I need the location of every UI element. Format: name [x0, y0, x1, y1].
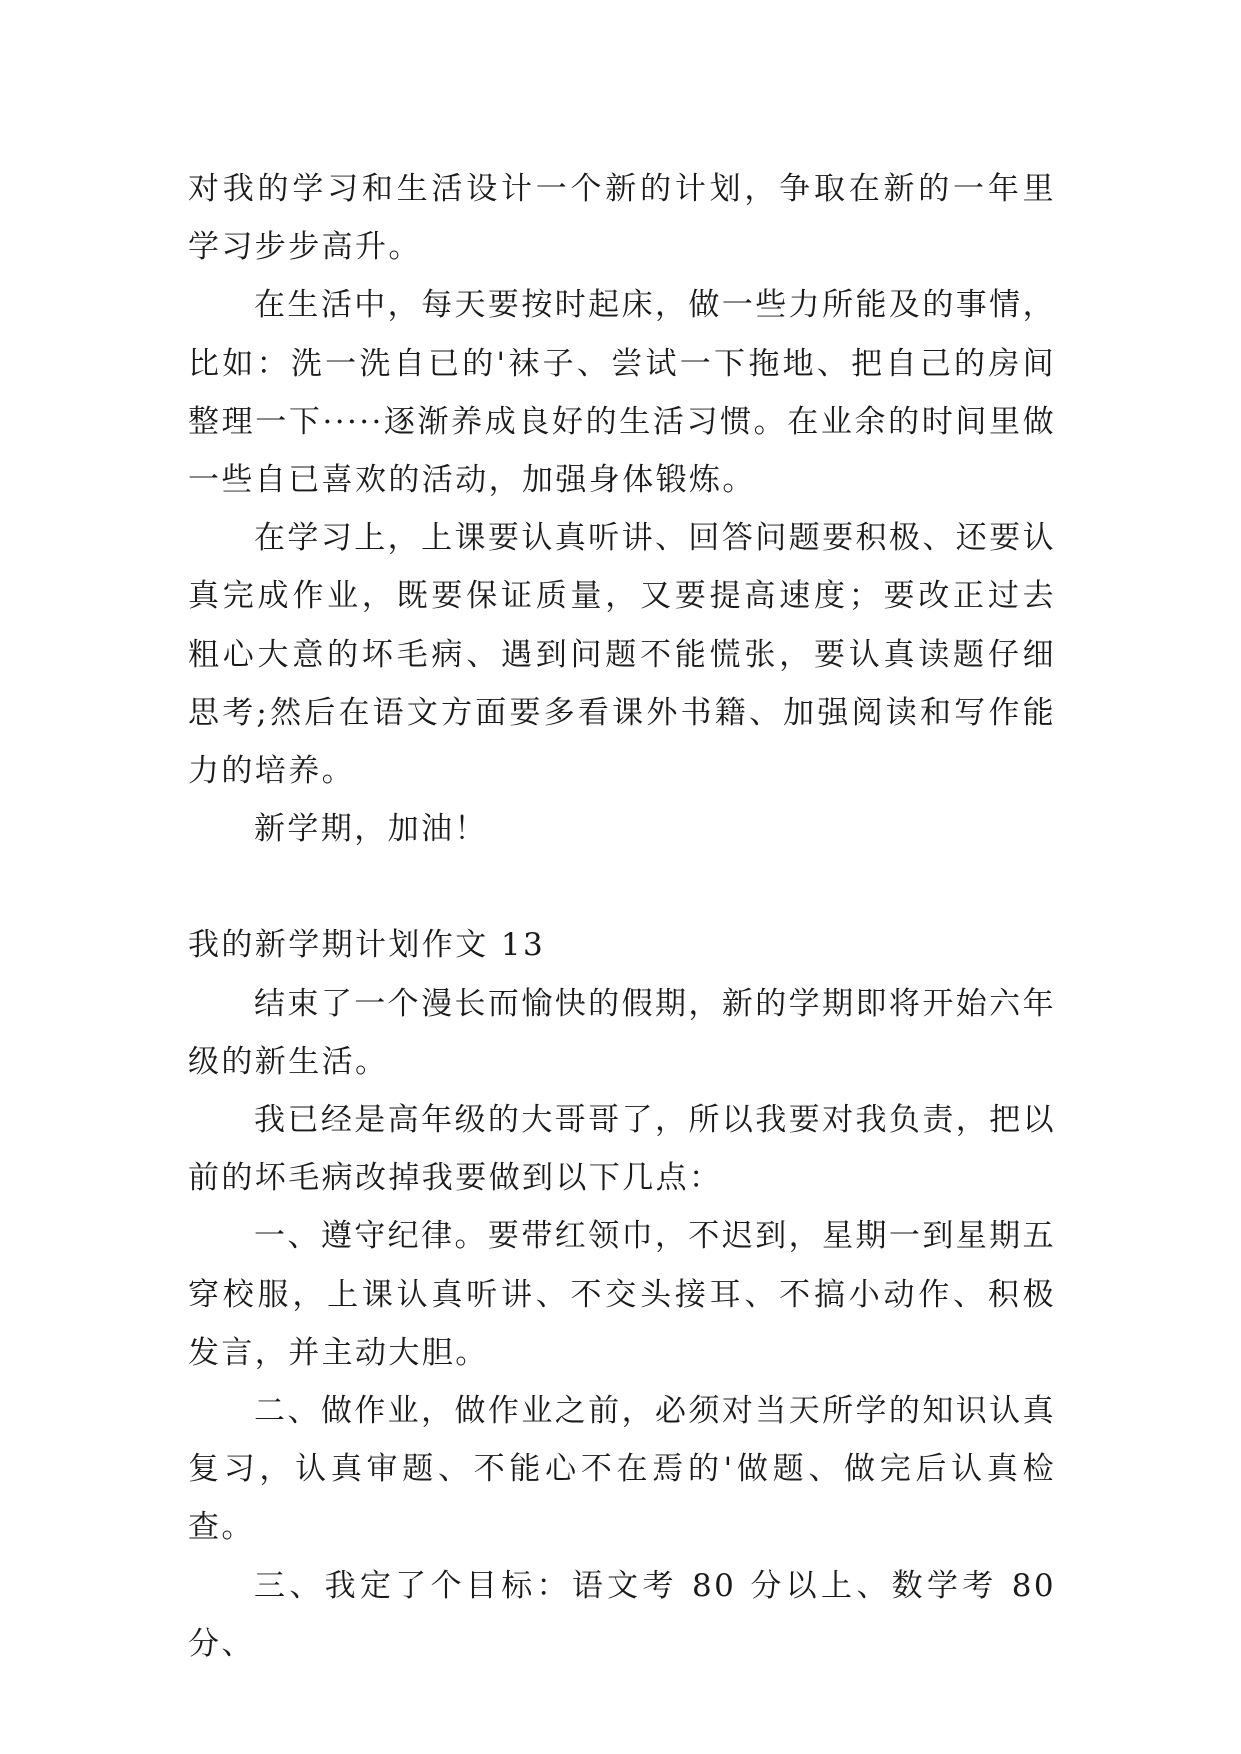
paragraph-6: 我已经是高年级的大哥哥了，所以我要对我负责，把以前的坏毛病改掉我要做到以下几点： — [188, 1102, 1056, 1197]
section-gap — [188, 858, 1056, 916]
paragraph-7: 一、遵守纪律。要带红领巾，不迟到，星期一到星期五穿校服，上课认真听讲、不交头接耳、不搞小动作、积极发言，并主动大胆。 — [188, 1218, 1056, 1371]
paragraph-2: 在生活中，每天要按时起床，做一些力所能及的事情，比如：洗一洗自已的'袜子、尝试一下拖地、把自己的房间整理一下·····逐渐养成良好的生活习惯。在业余的时间里做一些自已喜欢的活动，加强身体锻炼。 — [188, 287, 1056, 499]
section-title: 我的新学期计划作文 13 — [188, 927, 546, 964]
paragraph-8: 二、做作业，做作业之前，必须对当天所学的知识认真复习，认真审题、不能心不在焉的'做题、做完后认真检查。 — [188, 1393, 1056, 1546]
paragraph-1: 对我的学习和生活设计一个新的计划，争取在新的一年里学习步步高升。 — [188, 171, 1056, 266]
paragraph-4: 新学期，加油！ — [254, 811, 488, 848]
paragraph-3: 在学习上，上课要认真听讲、回答问题要积极、还要认真完成作业，既要保证质量，又要提高速度；要改正过去粗心大意的坏毛病、遇到问题不能慌张，要认真读题仔细思考;然后在语文方面要多看课外书籍、加强阅读和写作能力的培养。 — [188, 520, 1056, 790]
paragraph-9: 三、我定了个目标：语文考 80 分以上、数学考 80 分、 — [188, 1567, 1056, 1662]
paragraph-5: 结束了一个漫长而愉快的假期，新的学期即将开始六年级的新生活。 — [188, 985, 1056, 1080]
document-body — [188, 160, 1056, 1673]
